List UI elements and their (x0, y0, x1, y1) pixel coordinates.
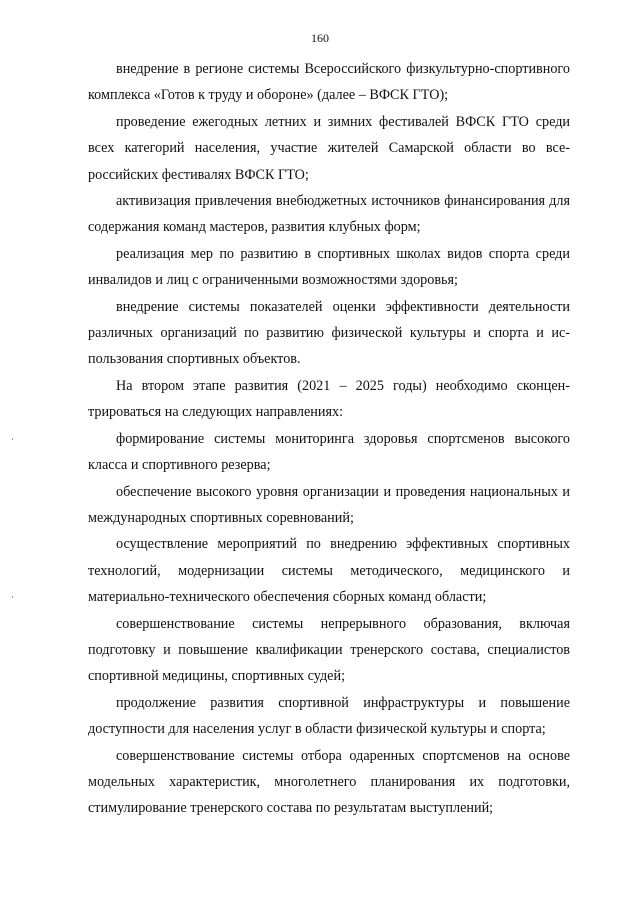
paragraph-gto-implementation: внедрение в регионе системы Всероссийского физкультурно-спортивного комплекса «Готов к труду и обороне» (далее – ВФСК ГТО); (88, 61, 570, 104)
page-number: 160 (311, 31, 329, 45)
paragraph-athlete-selection: совершенствование системы отбора одаренных спортсменов на основе модельных характеристик, многолетнего планирования их подготовки, стимулирование тренерского состава по результатам выступлений; (88, 747, 570, 817)
paragraph-infrastructure: продолжение развития спортивной инфраструктуры и повышение доступности для населения услуг в области физической культуры и спорта; (88, 694, 570, 738)
margin-scan-mark (12, 438, 13, 440)
margin-scan-mark (12, 596, 13, 598)
document-body (88, 56, 570, 822)
paragraph-health-monitoring: формирование системы мониторинга здоровья спортсменов высокого класса и спортивного резерва; (88, 430, 570, 474)
paragraph-second-stage-intro: На втором этапе развития (2021 – 2025 годы) необходимо сконцентрироваться на следующих направлениях: (88, 377, 570, 421)
paragraph-gto-festivals: проведение ежегодных летних и зимних фестивалей ВФСК ГТО среди всех категорий населения, участие жителей Самарской области во всероссийских фестивалях ВФСК ГТО; (88, 113, 570, 183)
paragraph-competitions: обеспечение высокого уровня организации и проведения национальных и международных спортивных соревнований; (88, 483, 570, 526)
paragraph-disability-sports: реализация мер по развитию в спортивных школах видов спорта среди инвалидов и лиц с ограниченными возможностями здоровья; (88, 245, 570, 289)
paragraph-continuous-education: совершенствование системы непрерывного образования, включая подготовку и повышение квалификации тренерского состава, специалистов спортивной медицины, спортивных судей; (88, 615, 570, 685)
paragraph-sports-technologies: осуществление мероприятий по внедрению эффективных спортивных технологий, модернизации системы методического, медицинского и материально-технического обеспечения сборных команд области; (88, 536, 570, 606)
paragraph-extrabudgetary-funding: активизация привлечения внебюджетных источников финансирования для содержания команд мастеров, развития клубных форм; (88, 193, 570, 236)
paragraph-efficiency-indicators: внедрение системы показателей оценки эффективности деятельности различных организаций по развитию физической культуры и спорта и использования спортивных объектов. (88, 298, 570, 368)
